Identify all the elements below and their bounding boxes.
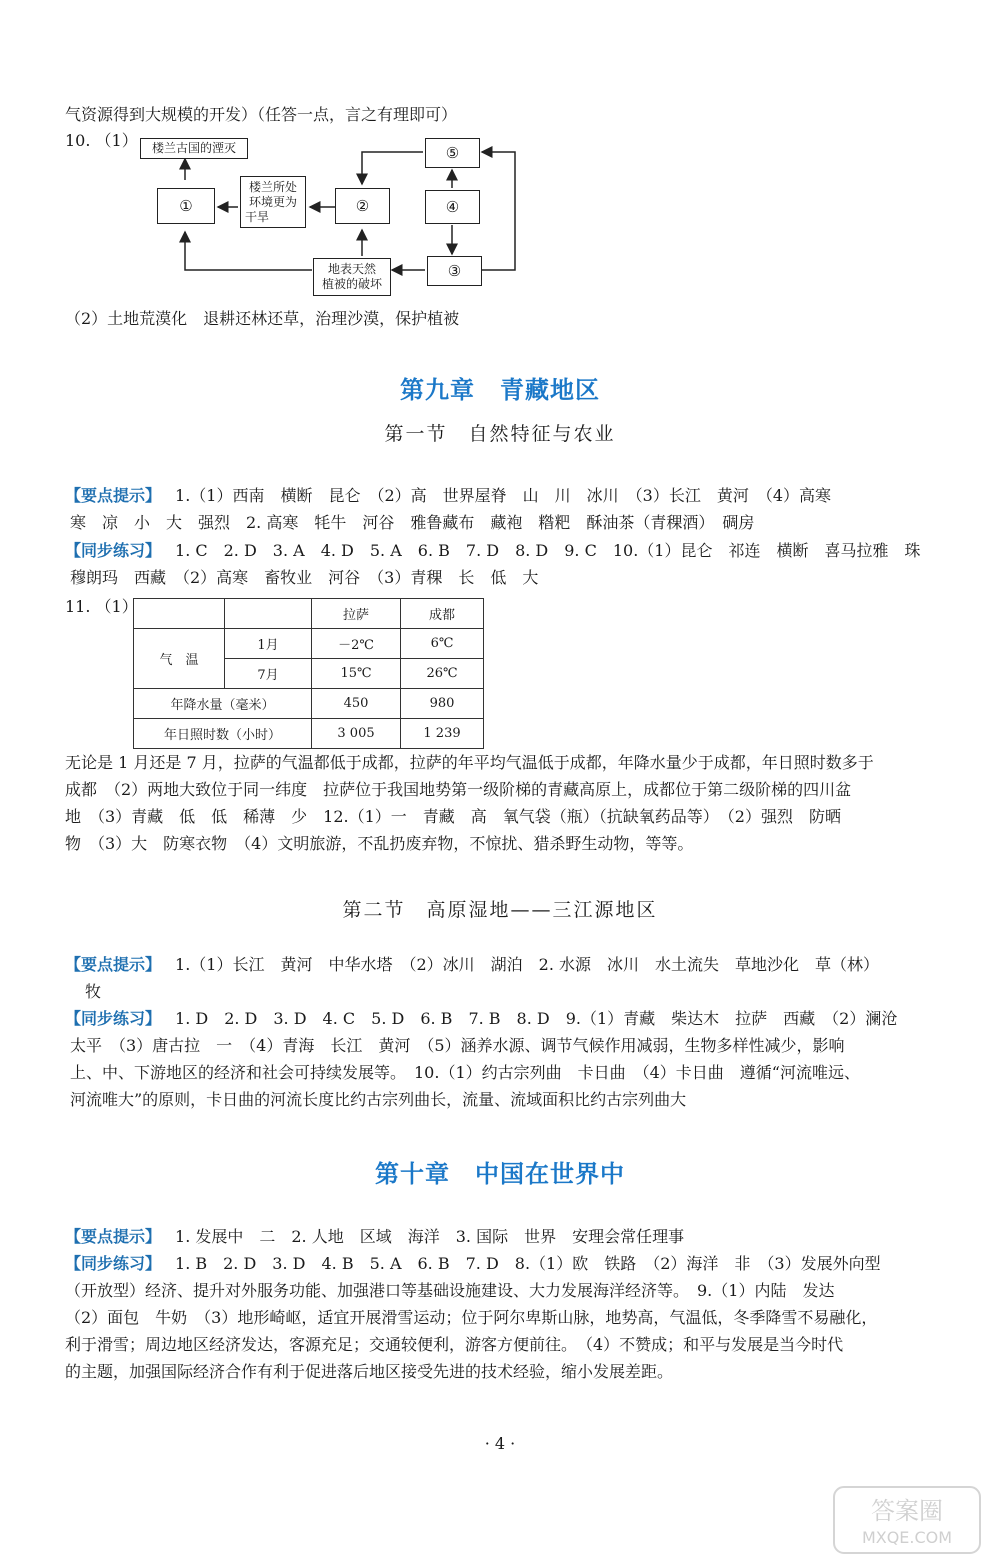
- page-number: · 4 ·: [484, 1434, 516, 1453]
- s2-practice-line3: 上、中、下游地区的经济和社会可持续发展等。 10.（1）约古宗列曲 卡日曲 （4）卡日曲 遵循“河流唯远、: [70, 1063, 860, 1082]
- svg-text:MXQE.COM: MXQE.COM: [861, 1528, 953, 1547]
- box-drier-environment: [240, 176, 306, 228]
- s1-answer-line1: 无论是 1 月还是 7 月，拉萨的气温都低于成都，拉萨的年平均气温低于成都，年降水量少于成都，年日照时数多于: [65, 753, 874, 772]
- table-row: [134, 719, 484, 749]
- box-5-text: ⑤: [445, 143, 460, 162]
- box-4: [425, 190, 480, 224]
- climate-comparison-table: [133, 598, 484, 749]
- c10-key-points-text1: 1. 发展中 二 2. 人地 区域 海洋 3. 国际 世界 安理会常任理事: [175, 1227, 685, 1246]
- s1-answer-line4: 物 （3）大 防寒衣物 （4）文明旅游，不乱扔废弃物，不惊扰、猎杀野生动物，等等。: [65, 834, 694, 853]
- c10-practice-tag: 【同步练习】: [65, 1254, 162, 1273]
- box-surface-line1: 地表天然: [327, 262, 376, 276]
- row-jan-label: 1月: [225, 629, 312, 659]
- question-10-part2: （2）土地荒漠化 退耕还林还草，治理沙漠，保护植被: [65, 309, 460, 328]
- box-4-text: ④: [445, 197, 460, 216]
- svg-text:答案圈: 答案圈: [871, 1497, 943, 1525]
- cell-sun-chengdu: 1 239: [401, 719, 484, 749]
- cell-jan-chengdu: 6℃: [401, 629, 484, 659]
- c10-practice-line4: 利于滑雪；周边地区经济发达，客源充足；交通较便利，游客方便前往。 （4）不赞成；和平与发展是当今时代: [65, 1335, 844, 1354]
- s2-practice-tag: 【同步练习】: [65, 1009, 162, 1028]
- s1-answer-line3: 地 （3）青藏 低 低 稀薄 少 12.（1）一 青藏 高 氧气袋（瓶）（抗缺氧药品等） （2）强烈 防晒: [65, 807, 841, 826]
- s1-key-points-line2: 寒 凉 小 大 强烈 2. 高寒 牦牛 河谷 雅鲁藏布 藏袍 糌粑 酥油茶（青稞酒） 碉房: [70, 513, 755, 532]
- s2-key-points-tag: 【要点提示】: [65, 955, 162, 974]
- box-loulan-text: 楼兰古国的湮灭: [151, 141, 236, 155]
- s1-answer-line2: 成都 （2）两地大致位于同一纬度 拉萨位于我国地势第一级阶梯的青藏高原上，成都位于第二级阶梯的四川盆: [65, 780, 852, 799]
- c10-practice-line1: [65, 1253, 881, 1275]
- s2-key-points-line1: [65, 954, 879, 976]
- s1-practice-tag: 【同步练习】: [65, 541, 162, 560]
- continuation-line: 气资源得到大规模的开发）（任答一点，言之有理即可）: [65, 105, 458, 124]
- header-chengdu: 成都: [401, 599, 484, 629]
- box-3-text: ③: [447, 261, 462, 280]
- cell-precip-lhasa: 450: [312, 689, 401, 719]
- c10-practice-line5: 的主题，加强国际经济合作有利于促进落后地区接受先进的技术经验，缩小发展差距。: [65, 1362, 674, 1381]
- cell-jul-chengdu: 26℃: [401, 659, 484, 689]
- cause-effect-diagram: [130, 130, 530, 300]
- cell-jan-lhasa: －2℃: [312, 629, 401, 659]
- cell-precip-chengdu: 980: [401, 689, 484, 719]
- row-precip-label: 年降水量（毫米）: [134, 689, 312, 719]
- row-temperature-label: 气 温: [134, 629, 225, 689]
- cell-jul-lhasa: 15℃: [312, 659, 401, 689]
- s2-key-points-text1: 1.（1）长江 黄河 中华水塔 （2）冰川 湖泊 2. 水源 冰川 水土流失 草地沙化 草（林）: [175, 955, 879, 974]
- c10-key-points-line1: [65, 1226, 684, 1248]
- box-1-text: ①: [179, 196, 193, 215]
- table-blank-cell: [225, 599, 312, 629]
- box-2-text: ②: [355, 196, 370, 215]
- question-10-label: 10. （1）: [65, 131, 138, 150]
- box-2: [335, 188, 390, 224]
- chapter-10-title: 第十章 中国在世界中: [375, 1160, 625, 1188]
- row-sunshine-label: 年日照时数（小时）: [134, 719, 312, 749]
- box-env-line2: 环境更为: [248, 194, 297, 209]
- row-jul-label: 7月: [225, 659, 312, 689]
- box-vegetation-destruction: [313, 258, 391, 296]
- c10-key-points-tag: 【要点提示】: [65, 1227, 162, 1246]
- s2-practice-line4: 河流唯大”的原则，卡日曲的河流长度比约古宗列曲长，流量、流域面积比约古宗列曲大: [70, 1090, 687, 1109]
- arrow-surface-to-1: [185, 232, 312, 270]
- table-blank-cell: [134, 599, 225, 629]
- s1-key-points-tag: 【要点提示】: [65, 486, 162, 505]
- s2-practice-line2: 太平 （3）唐古拉 一 （4）青海 长江 黄河 （5）涵养水源、调节气候作用减弱，生物多样性减少，影响: [70, 1036, 845, 1055]
- box-loulan-demise: [140, 138, 248, 159]
- box-5: [425, 138, 480, 168]
- cell-sun-lhasa: 3 005: [312, 719, 401, 749]
- c10-practice-line3: （2）面包 牛奶 （3）地形崎岖，适宜开展滑雪运动；位于阿尔卑斯山脉，地势高，气温低，冬季降雪不易融化，: [65, 1308, 878, 1327]
- table-row: [134, 689, 484, 719]
- c10-practice-text1: 1. B 2. D 3. D 4. B 5. A 6. B 7. D 8.（1）欧 铁路 （2）海洋 非 （3）发展外向型: [175, 1254, 881, 1273]
- c10-practice-line2: （开放型）经济、提升对外服务功能、加强港口等基础设施建设、大力发展海洋经济等。 9.（1）内陆 发达: [65, 1281, 835, 1300]
- s2-practice-text1: 1. D 2. D 3. D 4. C 5. D 6. B 7. B 8. D 9.（1）青藏 柴达木 拉萨 西藏 （2）澜沧: [175, 1009, 898, 1028]
- s1-practice-text1: 1. C 2. D 3. A 4. D 5. A 6. B 7. D 8. D 9. C 10.（1）昆仑 祁连 横断 喜马拉雅 珠: [175, 541, 921, 560]
- header-lhasa: 拉萨: [312, 599, 401, 629]
- s1-practice-line1: [65, 540, 920, 562]
- s1-key-points-text1: 1.（1）西南 横断 昆仑 （2）高 世界屋脊 山 川 冰川 （3）长江 黄河 （4）高寒: [175, 486, 832, 505]
- chapter-9-title: 第九章 青藏地区: [400, 376, 600, 404]
- section-1-title: 第一节 自然特征与农业: [384, 423, 616, 445]
- s1-key-points-line1: [65, 485, 831, 507]
- box-surface-line2: 植被的破坏: [321, 277, 382, 291]
- arrow-5-to-2: [362, 152, 423, 184]
- box-3: [427, 256, 482, 286]
- arrow-3-to-5: [482, 152, 515, 270]
- s1-practice-line2: 穆朗玛 西藏 （2）高寒 畜牧业 河谷 （3）青稞 长 低 大: [70, 568, 539, 587]
- question-11-label: 11. （1）: [65, 597, 138, 616]
- section-2-title: 第二节 高原湿地——三江源地区: [342, 899, 658, 921]
- table-header-row: [134, 599, 484, 629]
- s2-practice-line1: [65, 1008, 897, 1030]
- box-env-line1: 楼兰所处: [248, 179, 297, 194]
- table-row: [134, 629, 484, 659]
- box-1: [157, 188, 215, 224]
- s2-key-points-line2: 牧: [85, 982, 102, 1001]
- watermark-logo: [832, 1485, 982, 1555]
- box-env-line3: 干旱: [245, 209, 270, 224]
